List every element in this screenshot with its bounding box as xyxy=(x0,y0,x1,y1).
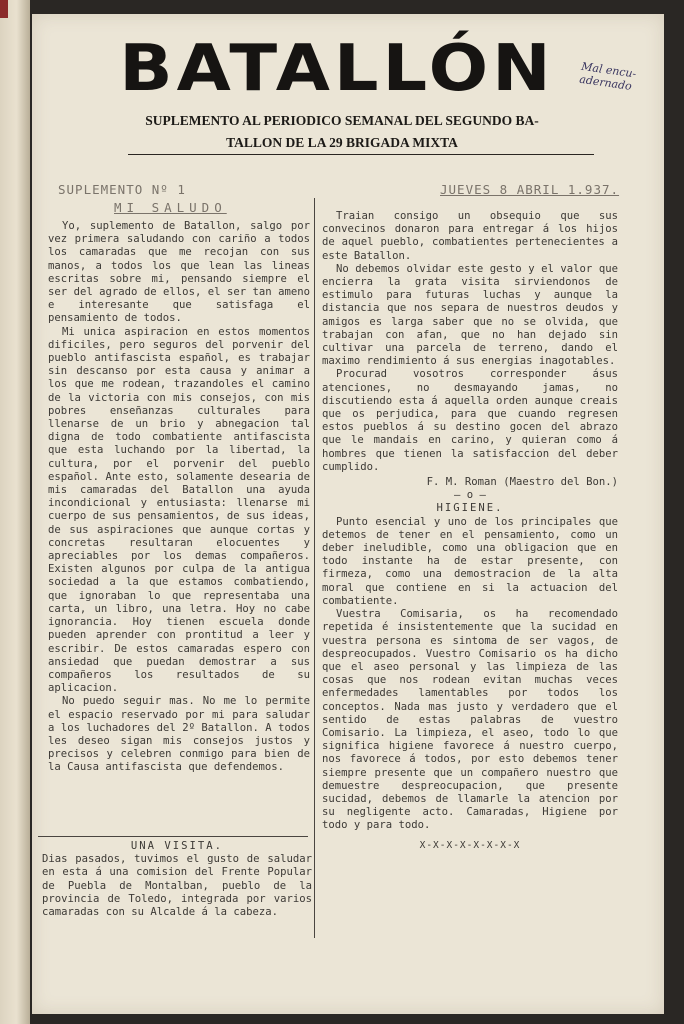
higiene-title: HIGIENE. xyxy=(436,502,504,515)
una-visita-text: Dias pasados, tuvimos el gusto de saludar en esta á una comision del Frente Popular de Puebla de Montalban, pueblo de la provincia de Toledo, integrada por varios camaradas con su Alcalde á la cabeza. xyxy=(42,853,312,919)
adjacent-page-edge xyxy=(0,0,30,1024)
article-title-mi-saludo: MI SALUDO xyxy=(114,200,227,215)
una-visita-article xyxy=(42,840,312,919)
left-paragraph-2: Mi unica aspiracion en estos momentos dificiles, pero seguros del porvenir del pueblo antifascista español, es trabajar sin descanso por esta causa y animar a los que me rodean, trazandoles el camino de la victoria con mis consejos, con mis pobres enseñanzas culturales para llenarse de un brio y abnegacion tal digna de todo combatiente antifascista que esta luchando por la libertad, la cultura, por el porvenir del pueblo español. Ante esto, solamente desearia de mis camaradas del Batallon una ayuda incondicional y entusiasta: llenarse mi cuerpo de sus pensamientos, de sus ideas, de sus aspiraciones que aunque cortas y concretas resultaran elocuentes y apreciables por los demas compañeros. Existen algunos por culpa de la antigua sociedad a la que estamos combatiendo, que ignoraban lo que representaba una carta, un libro, una letra. Hoy no cabe ignorancia. Hoy tienen escuela donde pueden aprender con prontitud a leer y escribir. De estos camaradas espero con ansiedad que puedan demostrar a sus compañeros los resultados de su aplicacion. xyxy=(48,325,310,695)
una-visita-title: UNA VISITA. xyxy=(130,840,224,852)
binding-tab xyxy=(0,0,8,18)
closing-ornament: X-X-X-X-X-X-X-X xyxy=(419,839,521,851)
supplement-number: SUPLEMENTO Nº 1 xyxy=(58,182,186,197)
higiene-paragraph-2: Vuestra Comisaria, os ha recomendado repetida é insistentemente que la sucidad en vuestra persona es sintoma de ser vagos, de despreocupados. Vuestro Comisario os ha dicho que el aseo personal y las limpieza de las cosas que nos rodean evitan muchas veces enfermedades lamentables por todos los conceptos. Nada mas justo y verdadero que el sentido de estas palabras de vuestro Comisario. La limpieza, el aseo, todo lo que significa higiene favorece á nuestro cuerpo, nos favorece á todos, por esto debemos tener siempre presente que un compañero nuestro que demuestre despreocupacion, que presente sucidad, debemos de llamarle la atencion por su negligente acto. Camaradas, Higiene por todo y para todo. xyxy=(322,608,618,832)
column-divider xyxy=(314,198,315,938)
left-paragraph-3: No puedo seguir mas. No me lo permite el espacio reservado por mi para saludar a los luchadores del 2º Batallon. A todos les deseo sigan mis consejos justos y precisos y celebren conmigo para bien de la Causa antifascista que defendemos. xyxy=(48,695,310,774)
subtitle-line-2: TALLON DE LA 29 BRIGADA MIXTA xyxy=(226,135,458,150)
issue-date: JUEVES 8 ABRIL 1.937. xyxy=(440,182,620,197)
right-paragraph-1: Traian consigo un obsequio que sus convecinos donaron para entregar á los hijos de aquel pueblo, combatientes pertenecientes a este Batallon. xyxy=(322,210,618,262)
right-paragraph-2: No debemos olvidar este gesto y el valor que encierra la grata visita sirviendonos de estimulo para futuras luchas y aunque la distancia que nos separa de nuestros deudos y amigos es larga saber que no se olvida, que trabajan con afan, que no han dejado sin cultivar una parcela de terreno, dando el maximo rendimiento á sus energias inagotables. xyxy=(322,262,618,368)
left-column xyxy=(48,220,310,775)
subtitle-line-1: SUPLEMENTO AL PERIODICO SEMANAL DEL SEGUNDO BA- xyxy=(145,113,539,128)
right-paragraph-3: Procurad vosotros corresponder ásus atenciones, no desmayando jamas, no discutiendo esta á aquella orden aunque creais que os perjudica, para que cuando regresen estos pueblos á su destino gocen del abrazo que le mandais en carino, y quieran como á hombres que tienen la satisfaccion del deber cumplido. xyxy=(322,368,618,473)
handwritten-note: Mal encu-adernado xyxy=(578,59,638,93)
newspaper-page xyxy=(32,14,664,1014)
masthead-title: BATALLÓN xyxy=(119,30,555,106)
masthead-rule xyxy=(128,154,594,155)
author-signature: F. M. Roman (Maestro del Bon.) xyxy=(426,476,618,489)
section-divider xyxy=(38,836,308,837)
higiene-paragraph-1: Punto esencial y uno de los principales que detemos de tener en el pensamiento, como un deber ineludible, como una obligacion que en todo instante ha de estar presente, con firmeza, como una demostracion de la alta moral que contiene en si la actuacion del combatiente. xyxy=(322,515,618,607)
masthead-subtitle xyxy=(82,110,602,154)
right-column xyxy=(322,210,618,852)
separator: – o – xyxy=(454,489,486,502)
left-paragraph-1: Yo, suplemento de Batallon, salgo por vez primera saludando con cariño a todos los camaradas que me recojan con sus manos, a todos los que lean las lineas escritas sobre mi, pensando siempre el ser del agrado de ellos, el ser tan ameno e interesante que satisfaga el pensamiento de todos. xyxy=(48,220,310,325)
